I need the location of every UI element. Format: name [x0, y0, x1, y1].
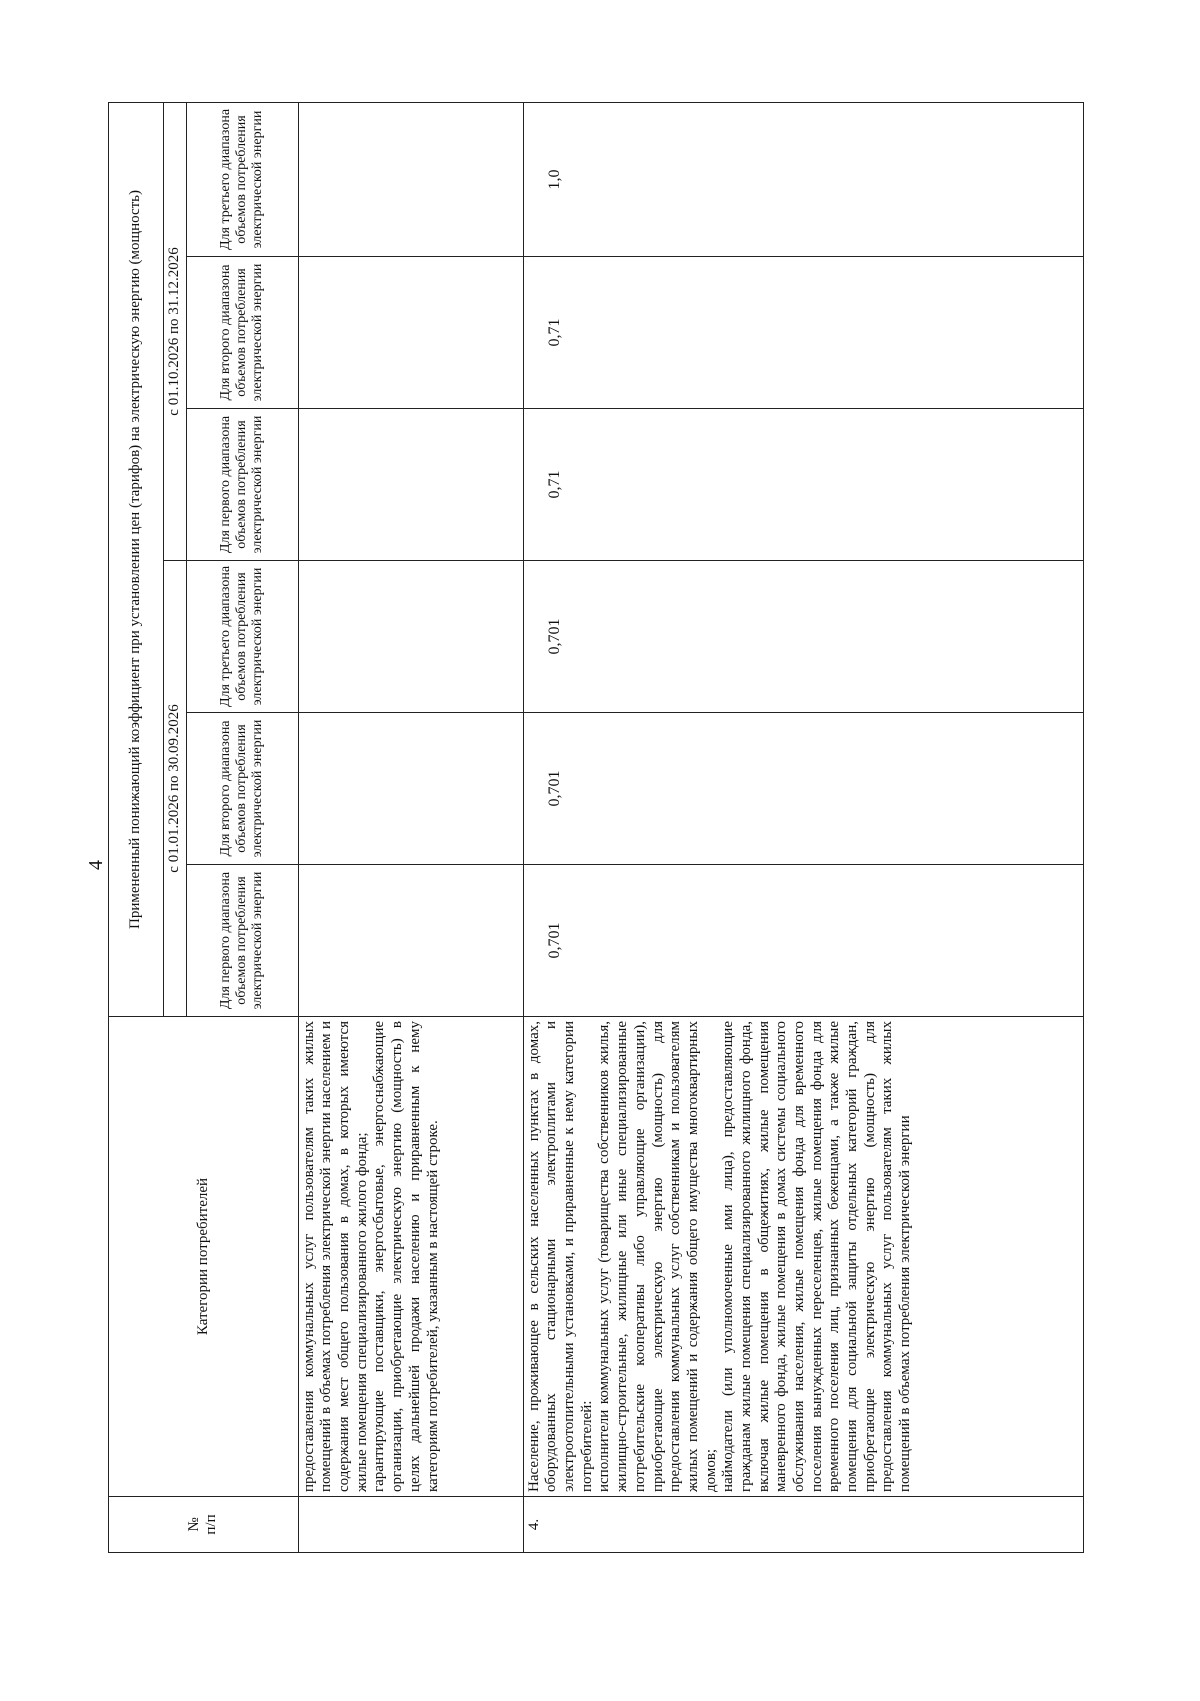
value-cell: [298, 409, 523, 561]
header-period-1: с 01.01.2026 по 30.09.2026: [164, 561, 187, 1017]
value-cell: [298, 257, 523, 409]
category-cell: [298, 1017, 523, 1497]
category-paragraph: Население, проживающее в сельских населенных пунктах в домах, оборудованных стационарными электроплитами и электроотопительными установками, и приравненные к нему категории потребителей:: [525, 1021, 595, 1492]
header-p1-range1: Для первого диапазона объемов потребления электрической энергии: [186, 865, 298, 1017]
page-number: 4: [85, 860, 107, 870]
coefficient-table: [108, 102, 1084, 1553]
value-cell: 1,0: [523, 102, 1083, 256]
category-paragraph: исполнители коммунальных услуг (товарищества собственников жилья, жилищно-строительные, жилищные или иные специализированные потребительские кооперативы либо управляющие организации), приобретающие электрическую энергию (мощность) для предоставления коммунальных услуг собственникам и пользователям жилых помещений и содержания общего имущества многоквартирных домов;: [596, 1021, 719, 1492]
value-cell: [298, 865, 523, 1017]
row-number: [298, 1497, 523, 1553]
header-category: Категории потребителей: [109, 1017, 299, 1497]
header-p2-range3: Для третьего диапазона объемов потребления электрической энергии: [186, 102, 298, 256]
value-cell: 0,701: [523, 865, 1083, 1017]
value-cell: [298, 102, 523, 256]
value-cell: 0,701: [523, 561, 1083, 713]
value-cell: [298, 561, 523, 713]
category-cell: [523, 1017, 1083, 1497]
value-cell: 0,701: [523, 713, 1083, 865]
category-paragraph: наймодатели (или уполномоченные ими лица), предоставляющие гражданам жилые помещения специализированного жилищного фонда, включая жилые помещения в общежитиях, жилые помещения маневренного фонда, жилые помещения в домах системы социального обслуживания населения, жилые помещения фонда для временного поселения вынужденных переселенцев, жилые помещения фонда для временного поселения лиц, признанных беженцами, а также жилые помещения для социальной защиты отдельных категорий граждан, приобретающие электрическую энергию (мощность) для предоставления коммунальных услуг пользователям таких жилых помещений в объемах потребления электрической энергии: [720, 1021, 914, 1492]
table-row: [523, 102, 1083, 1552]
value-cell: 0,71: [523, 409, 1083, 561]
header-p1-range3: Для третьего диапазона объемов потребления электрической энергии: [186, 561, 298, 713]
table-row: [298, 102, 523, 1552]
header-p2-range2: Для второго диапазона объемов потребления электрической энергии: [186, 257, 298, 409]
header-p1-range2: Для второго диапазона объемов потребления электрической энергии: [186, 713, 298, 865]
value-cell: 0,71: [523, 257, 1083, 409]
row-number: 4.: [523, 1497, 1083, 1553]
value-cell: [298, 713, 523, 865]
header-period-2: с 01.10.2026 по 31.12.2026: [164, 102, 187, 560]
category-paragraph: предоставления коммунальных услуг пользователям таких жилых помещений в объемах потребления электрической энергии населением и содержания мест общего пользования в домах, в которых имеются жилые помещения специализированного жилого фонда;: [300, 1021, 370, 1492]
header-num: № п/п: [109, 1497, 299, 1553]
header-coefficient: Примененный понижающий коэффициент при установлении цен (тарифов) на электрическую энергию (мощность): [109, 102, 164, 1016]
header-p2-range1: Для первого диапазона объемов потребления электрической энергии: [186, 409, 298, 561]
rotated-table-container: [108, 103, 1083, 1553]
category-paragraph: гарантирующие поставщики, энергосбытовые, энергоснабжающие организации, приобретающие электрическую энергию (мощность) в целях дальнейшей продажи населению и приравненным к нему категориям потребителей, указанным в настоящей строке.: [371, 1021, 441, 1492]
